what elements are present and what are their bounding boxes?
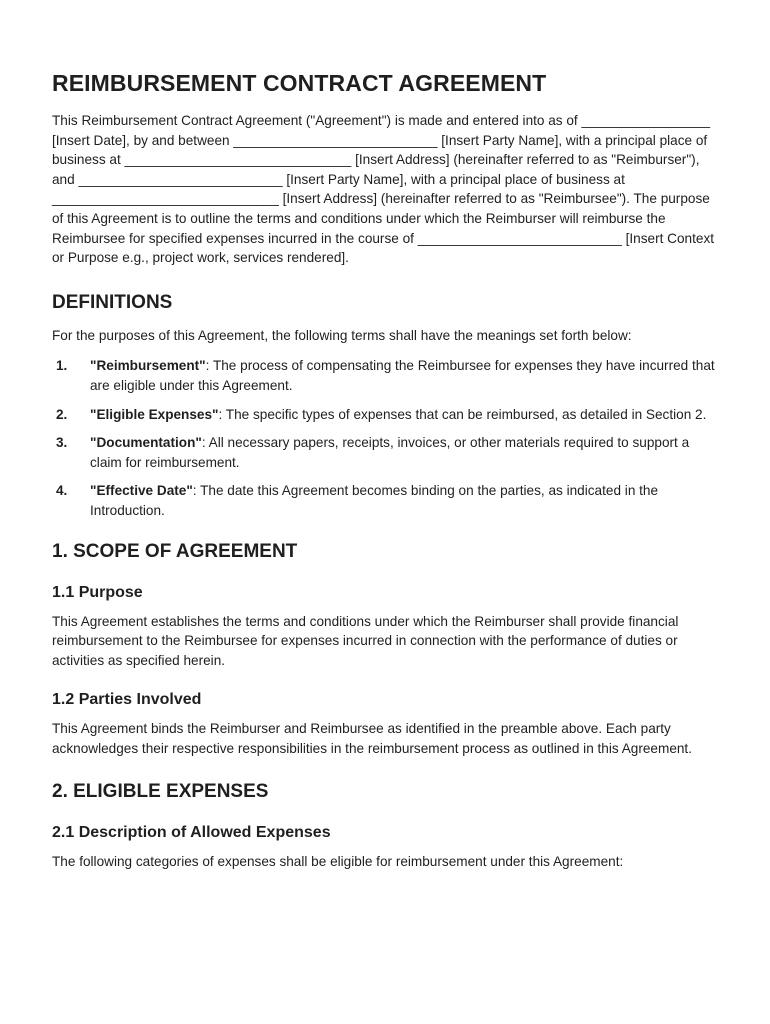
definition-term: "Effective Date" xyxy=(90,483,193,499)
intro-paragraph: This Reimbursement Contract Agreement ("Agreement") is made and entered into as of _________________ [Insert Date], by and between ___________________________ [Insert Party Name], with a principal place of business at ______________________________ [Insert Address] (hereinafter referred to as "Reimburser"), and ___________________________ [Insert Party Name], with a principal place of business at ______________________________ [Insert Address] (hereinafter referred to as "Reimbursee"). The purpose of this Agreement is to outline the terms and conditions under which the Reimburser will reimburse the Reimbursee for specified expenses incurred in the course of ___________________________ [Insert Context or Purpose e.g., project work, services rendered]. xyxy=(52,113,715,266)
definition-term: "Reimbursement" xyxy=(90,358,206,374)
definition-text: : The process of compensating the Reimbursee for expenses they have incurred that are eligible under this Agreement. xyxy=(90,358,715,393)
definition-item xyxy=(52,356,718,395)
section-1-2-text: This Agreement binds the Reimburser and Reimbursee as identified in the preamble above. Each party acknowledges their respective responsibilities in the reimbursement process as outlined in this Agreement. xyxy=(52,721,692,756)
definition-item xyxy=(52,433,718,472)
section-1-2-heading: 1.2 Parties Involved xyxy=(52,691,202,709)
definition-item xyxy=(52,481,718,520)
definition-text: : The specific types of expenses that can be reimbursed, as detailed in Section 2. xyxy=(218,406,707,422)
section-2-1-text: The following categories of expenses shall be eligible for reimbursement under this Agreement: xyxy=(52,854,624,870)
definition-number: 2. xyxy=(56,406,68,422)
definitions-heading: DEFINITIONS xyxy=(52,291,173,313)
definition-text: : All necessary papers, receipts, invoices, or other materials required to support a claim for reimbursement. xyxy=(90,435,690,470)
section-1-1-text: This Agreement establishes the terms and conditions under which the Reimburser shall provide financial reimbursement to the Reimbursee for expenses incurred in connection with the performance of duties or activities as specified herein. xyxy=(52,613,679,668)
section-2-1-heading: 2.1 Description of Allowed Expenses xyxy=(52,824,331,842)
section-2-heading: 2. ELIGIBLE EXPENSES xyxy=(52,781,269,803)
definition-item xyxy=(52,405,718,425)
definition-text: : The date this Agreement becomes binding on the parties, as indicated in the Introduction. xyxy=(90,483,659,518)
definition-term: "Eligible Expenses" xyxy=(90,406,219,422)
document-title: REIMBURSEMENT CONTRACT AGREEMENT xyxy=(52,70,547,96)
definition-term: "Documentation" xyxy=(90,435,202,451)
definitions-list xyxy=(52,356,718,520)
section-1-heading: 1. SCOPE OF AGREEMENT xyxy=(52,540,298,562)
definition-number: 4. xyxy=(56,483,68,499)
definitions-lead: For the purposes of this Agreement, the following terms shall have the meanings set forth below: xyxy=(52,327,632,343)
section-1-1-heading: 1.1 Purpose xyxy=(52,583,143,601)
definition-number: 3. xyxy=(56,435,68,451)
definition-number: 1. xyxy=(56,358,68,374)
